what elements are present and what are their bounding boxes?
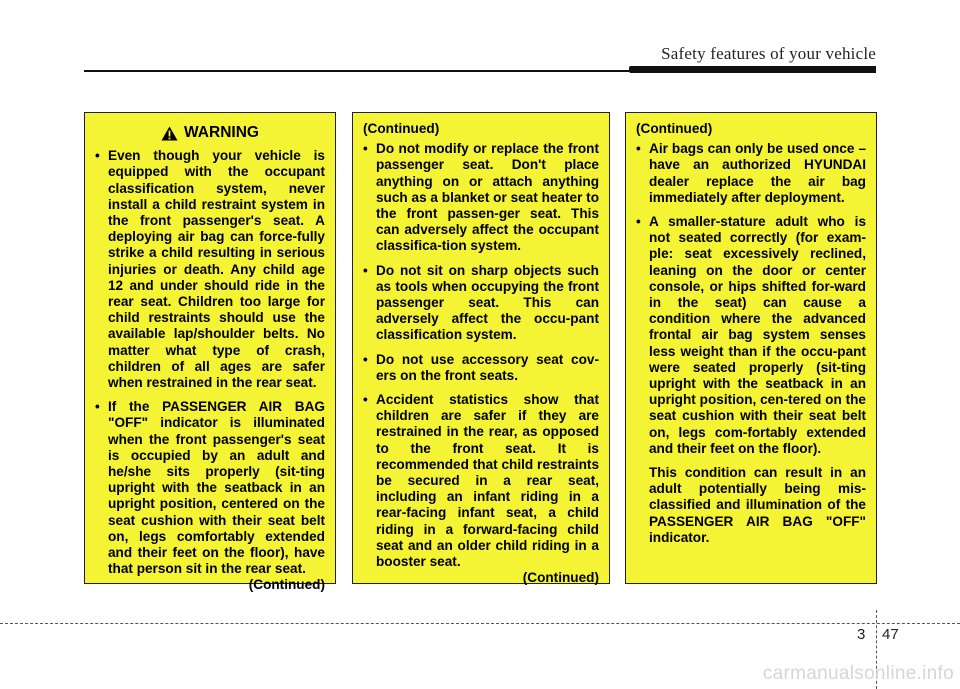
continued-label: (Continued) bbox=[248, 577, 325, 593]
header-rule-accent bbox=[629, 66, 876, 73]
continued-heading: (Continued) bbox=[636, 121, 713, 136]
warning-item: • Even though your vehicle is equipped with the occupant classification system, never install a child restraint system in the front passenger's seat. A deploying air bag can force-fully strike a child resulting in serious injuries or death. Any child age 12 and under should ride in the rear seat. Children too large for child restraints should use the available lap/shoulder belts. No matter what type of crash, children of all ages are safer when restrained in the rear seat. bbox=[95, 148, 325, 391]
page-header-title: Safety features of your vehicle bbox=[661, 44, 876, 63]
warning-heading-text: WARNING bbox=[184, 124, 259, 141]
warning-panel-continued bbox=[352, 112, 610, 584]
warning-item: • Do not use accessory seat cov-ers on the front seats. bbox=[363, 352, 599, 384]
chapter-number: 3 bbox=[857, 626, 866, 643]
warning-item: • Air bags can only be used once – have an authorized HYUNDAI dealer replace the air bag immediately after deployment. bbox=[636, 141, 866, 206]
warning-paragraph: This condition can result in an adult potentially being mis-classified and illumination of the PASSENGER AIR BAG "OFF" indicator. bbox=[649, 465, 866, 545]
watermark: carmanualsonline.info bbox=[762, 663, 954, 684]
warning-item: • Do not sit on sharp objects such as tools when occupying the front passenger seat. This can adversely affect the occu-pant classification system. bbox=[363, 263, 599, 344]
warning-heading bbox=[95, 125, 325, 141]
warning-item: • If the PASSENGER AIR BAG "OFF" indicator is illuminated when the front passenger's seat is occupied by an adult and he/she sits properly (sit-ting upright with the seatback in an upright position, centered on the seat cushion with their seat belt on, legs comfortably extended and their feet on the floor), have that person sit in the rear seat. bbox=[95, 399, 325, 577]
warning-item: • Accident statistics show that children are safer if they are restrained in the rear, as opposed to the front seat. It is recommended that child restraints be secured in a rear seat, including an infant riding in a rear-facing infant seat, a child riding in a forward-facing child seat and an older child riding in a booster seat. bbox=[363, 392, 599, 570]
warning-panel bbox=[84, 112, 336, 593]
warning-item: • Do not modify or replace the front passenger seat. Don't place anything on or attach anything such as a blanket or seat heater to the front passen-ger seat. This can adversely affect the occupant classifica-tion system. bbox=[363, 141, 599, 254]
page-number: 47 bbox=[882, 626, 899, 643]
warning-item: • A smaller-stature adult who is not seated correctly (for exam-ple: seat excessively reclined, leaning on the door or center console, or hips shifted for-ward in the seat) can cause a condition where the advanced frontal air bag system senses less weight than if the occu-pant were seated properly (sit-ting upright with the seatback in an upright position, cen-tered on the seat cushion with their seat belt on, legs com-fortably extended and their feet on the floor). bbox=[636, 214, 866, 457]
warning-panel-final bbox=[625, 112, 877, 584]
continued-label: (Continued) bbox=[522, 570, 599, 586]
continued-heading: (Continued) bbox=[363, 121, 440, 136]
warning-triangle-icon bbox=[161, 126, 178, 141]
footer-rule bbox=[0, 623, 960, 624]
